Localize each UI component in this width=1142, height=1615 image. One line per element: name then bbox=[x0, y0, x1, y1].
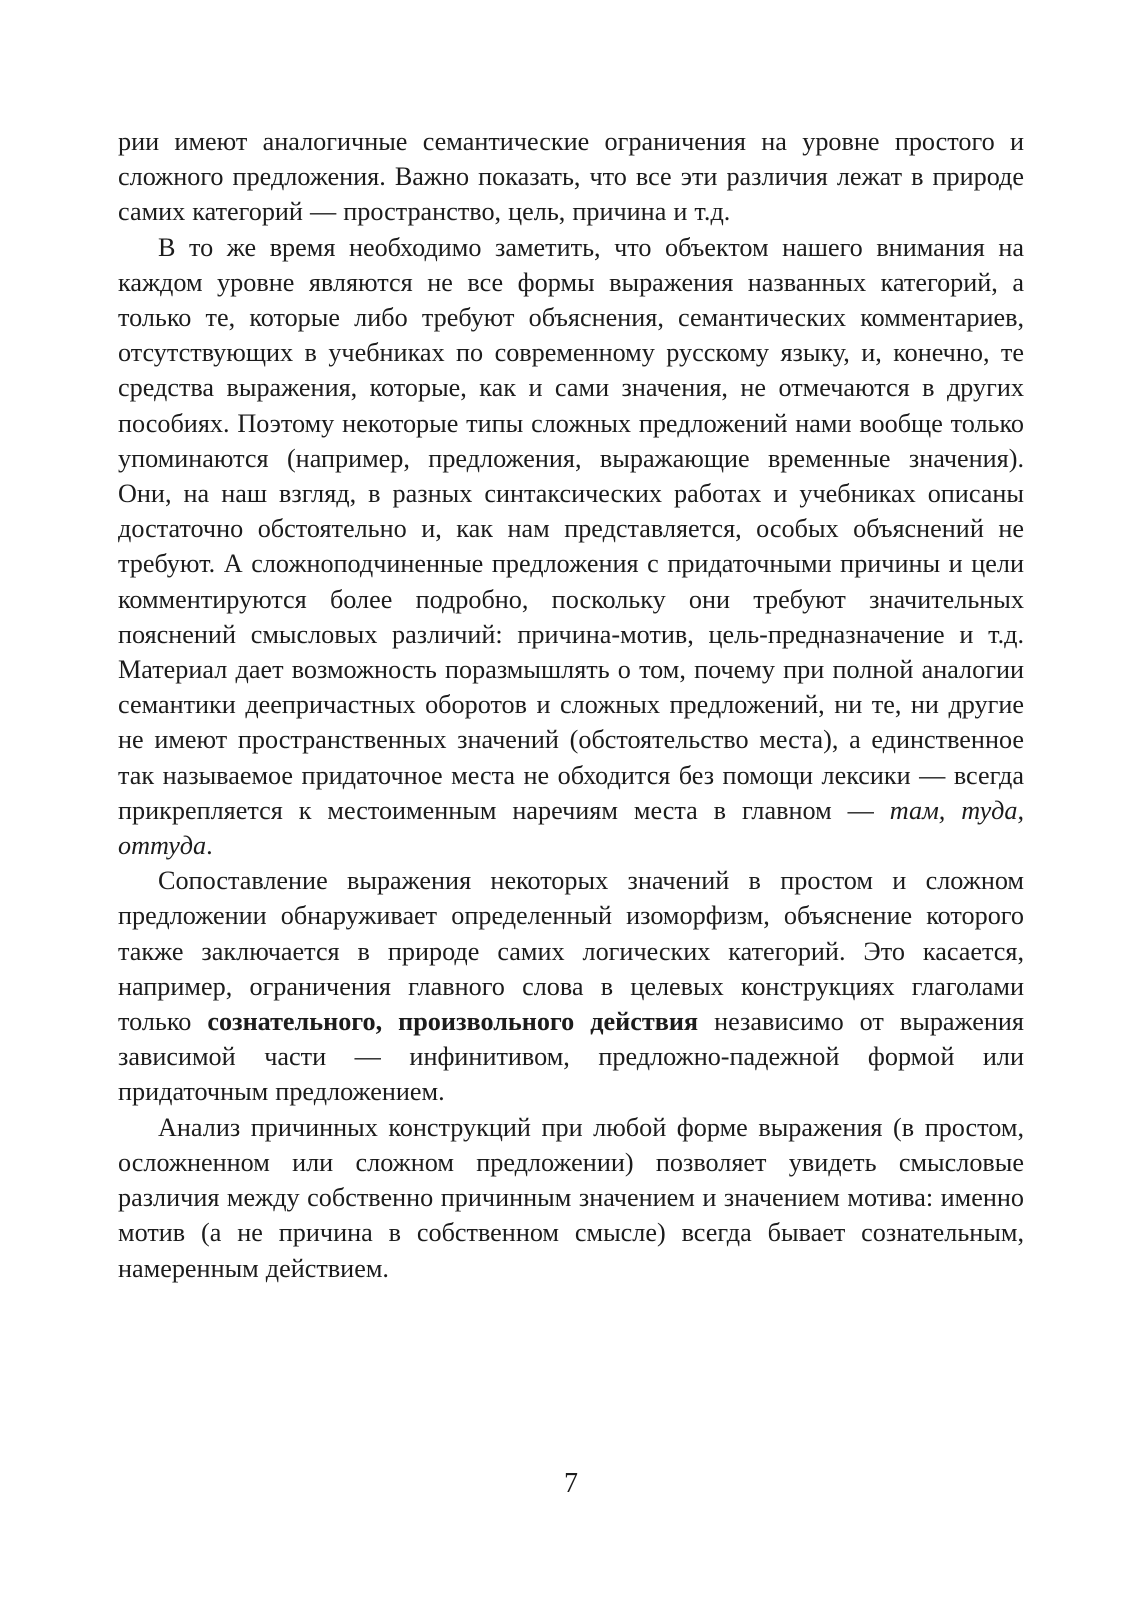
italic-text: там, туда, оттуда bbox=[118, 795, 1025, 861]
text-run: рии имеют аналогичные семантические ограничения на уровне простого и сложного предложения. Важно показать, что все эти различия лежат в природе самих категорий — пространство, цель, причина и т.д. bbox=[118, 127, 1024, 227]
text-run: Анализ причинных конструкций при любой форме выражения (в простом, осложненном или сложном предложении) позволяет увидеть смысловые различия между собственно причинным значением и значением мотива: именно мотив (а не причина в собственном смысле) всегда бывает сознательным, намеренным действием. bbox=[118, 1112, 1024, 1283]
text-run: В то же время необходимо заметить, что объектом нашего внимания на каждом уровне являются не все формы выражения названных категорий, а только те, которые либо требуют объяснения, семантических комментариев, отсутствующих в учебниках по современному русскому языку, и, конечно, те средства выражения, которые, как и сами значения, не отмечаются в других пособиях. Поэтому некоторые типы сложных предложений нами вообще только упоминаются (например, предложения, выражающие временные значения). Они, на наш взгляд, в разных синтаксических работах и учебниках описаны достаточно обстоятельно и, как нам представляется, особых объяснений не требуют. А сложноподчиненные предложения с придаточными причины и цели комментируются более подробно, поскольку они требуют значительных пояснений смысловых различий: причина-мотив, цель-предназначение и т.д. Материал дает возможность поразмышлять о том, почему при полной аналогии семантики деепричастных оборотов и сложных предложений, ни те, ни другие не имеют пространственных значений (обстоятельство места), а единственное так называемое придаточное места не обходится без помощи лексики — всегда прикрепляется к местоименным наречиям места в главном — bbox=[118, 232, 1024, 825]
text-run: независимо от выражения зависимой части — инфинитивом, предложно-падежной формой или придаточным предложением. bbox=[118, 1007, 1024, 1107]
paragraph bbox=[118, 1110, 1024, 1286]
page-number: 7 bbox=[564, 1468, 578, 1499]
bold-text: сознательного, произвольного действия bbox=[207, 1007, 699, 1037]
text-run: . bbox=[206, 831, 213, 861]
body-text bbox=[118, 124, 1024, 1286]
paragraph bbox=[118, 863, 1024, 1109]
paragraph bbox=[118, 124, 1024, 230]
text-run: Сопоставление выражения некоторых значений в простом и сложном предложении обнаруживает определенный изоморфизм, объяснение которого также заключается в природе самих логических категорий. Это касается, например, ограничения главного слова в целевых конструкциях глаголами только bbox=[118, 866, 1024, 1037]
paragraph bbox=[118, 230, 1024, 864]
